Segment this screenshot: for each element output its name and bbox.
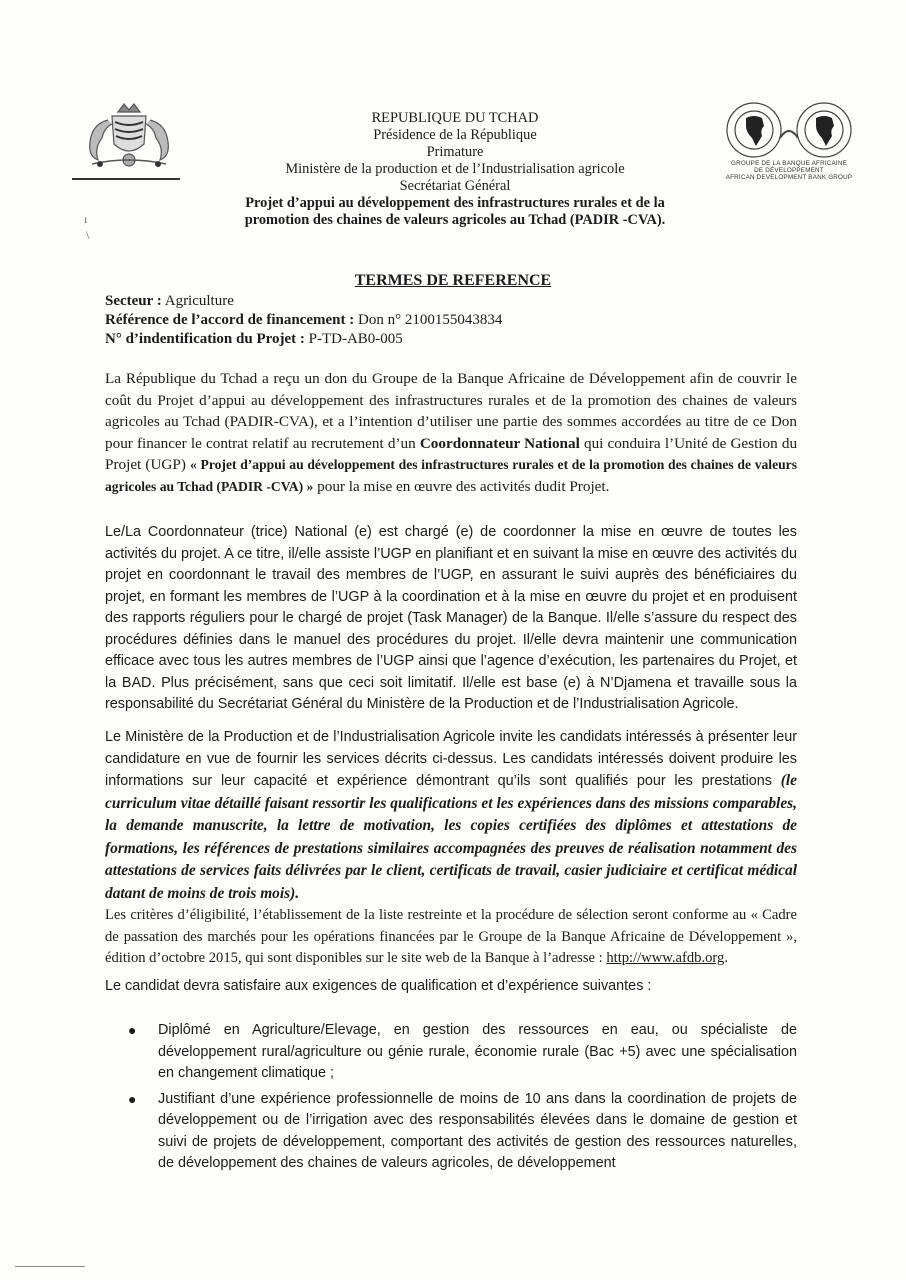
- bullet-icon: ●: [128, 1090, 137, 1107]
- invitation-required-docs: (le curriculum vitae détaillé faisant ressortir les qualifications et les expériences dans des missions comparables, la demande manuscrite, la lettre de motivation, les copies certifiées des diplômes et attestations de formations, les références de prestations similaires accompagnées des preuves de réalisation notamment des attestations de services faits délivrées par le client, certificats de travail, casier judiciaire et certificat médical datant de moins de trois mois).: [105, 772, 798, 902]
- paragraph-eligibility: [105, 905, 797, 970]
- meta-project-id-label: N° d’indentification du Projet :: [105, 331, 305, 347]
- header-primature: Primature: [426, 144, 484, 160]
- intro-text: La République du Tchad a reçu un don du Groupe de la Banque Africaine de Développement afin de couvrir le coût du Projet d’appui au développement des infrastructures rurales et de la promotion des chaines de valeurs agricoles au Tchad (PADIR-CVA), et a l’intention d’utiliser une partie des sommes accordées au titre de ce Don pour financer le contrat relatif au recrutement d’un: [105, 370, 797, 452]
- header-presidency: Présidence de la République: [373, 127, 537, 143]
- scan-mark: ı: [84, 212, 88, 226]
- list-item-text: Diplômé en Agriculture/Elevage, en gestion des ressources en eau, ou spécialiste de développement rural/agriculture ou génie rurale, économie rurale (Bac +5) avec une spécialisation en changement climatique ;: [158, 1022, 797, 1081]
- afdb-caption-line-1: GROUPE DE LA BANQUE AFRICAINE: [730, 160, 848, 167]
- paragraph-requirements-intro: Le candidat devra satisfaire aux exigences de qualification et d’expérience suivantes :: [105, 978, 652, 994]
- scan-edge-line: [15, 1266, 85, 1267]
- list-item: [125, 1020, 797, 1085]
- eligibility-text: Les critères d’éligibilité, l’établissement de la liste restreinte et la procédure de sélection seront conforme au « Cadre de passation des marchés pour les opérations financées par le Groupe de la Banque Africaine de Développement », édition d’octobre 2015, qui sont disponibles sur le site web de la Banque à l’adresse :: [105, 907, 797, 966]
- meta-sector-label: Secteur :: [105, 293, 162, 309]
- header-secretariat: Secrétariat Général: [399, 178, 511, 194]
- header-project-line-2: promotion des chaines de valeurs agricoles au Tchad (PADIR -CVA).: [244, 212, 666, 228]
- eligibility-end: .: [724, 950, 728, 966]
- requirements-list: [125, 1020, 797, 1175]
- meta-project-id: [105, 330, 502, 349]
- intro-end: pour la mise en œuvre des activités dudit Projet.: [317, 477, 610, 495]
- paragraph-invitation: [105, 727, 797, 905]
- list-item: [125, 1089, 797, 1175]
- afdb-website-link[interactable]: http://www.afdb.org: [606, 950, 725, 966]
- bullet-icon: ●: [128, 1022, 137, 1038]
- paragraph-intro: [105, 368, 797, 497]
- intro-project-name: « Projet d’appui au développement des infrastructures rurales et de la promotion des chaines de valeurs agricoles au Tchad (PADIR -CVA) »: [105, 457, 798, 494]
- list-item-text: Justifiant d’une expérience professionnelle de moins de 10 ans dans la coordination de projets de développement ou de l’irrigation avec des responsabilités élevées dans le domaine de gestion et suivi de projets de développement, comportant des activités de gestion des ressources naturelles, de développement des chaines de valeurs agricoles, de développement: [158, 1090, 797, 1171]
- intro-ugp: qui conduira l’Unité de Gestion du Projet (UGP): [105, 434, 798, 473]
- intro-position: Coordonnateur National: [419, 434, 580, 452]
- afdb-caption-line-3: AFRICAN DEVELOPMENT BANK GROUP: [725, 174, 853, 182]
- invitation-text: Le Ministère de la Production et de l’Industrialisation Agricole invite les candidats intéressés à présenter leur candidature en vue de fournir les services décrits ci-dessus. Les candidats intéressés doivent produire les informations sur leur capacité et expérience démontrant qu’ils sont qualifiés pour les prestations: [105, 729, 797, 789]
- afdb-caption-line-2: DE DÉVELOPPEMENT: [754, 167, 824, 175]
- header-project-line-1: Projet d’appui au développement des infrastructures rurales et de la: [245, 195, 665, 211]
- scan-mark: \: [86, 228, 90, 242]
- meta-sector-value: Agriculture: [164, 293, 234, 309]
- header-republic: REPUBLIQUE DU TCHAD: [371, 110, 539, 126]
- meta-sector: [105, 292, 502, 311]
- meta-financing-value: Don n° 2100155043834: [357, 312, 503, 328]
- paragraph-responsibilities: Le/La Coordonnateur (trice) National (e) est chargé (e) de coordonner la mise en œuvre de toutes les activités du projet. A ce titre, il/elle assiste l’UGP en planifiant et en suivant la mise en œuvre des activités du projet en coordonnant le travail des membres de l’UGP, en assurant le suivi auprès des bénéficiaires du projet, en formant les membres de l’UGP à la coordination et à la mise en œuvre du projet et en produisent des rapports réguliers pour le chargé de projet (Task Manager) de la Banque. Il/elle s’assure du respect des procédures définies dans le manuel des procédures du projet. Il/elle devra maintenir une communication efficace avec tous les autres membres de l’UGP ainsi que l’agence d’exécution, les partenaires du Projet, et la BAD. Plus précisément, sans que ceci soit limitatif. Il/elle est base (e) à N’Djamena et travaille sous la responsabilité du Secrétariat Général du Ministère de la Production et de l’Industrialisation Agricole.: [105, 524, 797, 712]
- meta-project-id-value: P-TD-AB0-005: [308, 331, 403, 347]
- document-header: [150, 110, 760, 229]
- project-meta: [105, 292, 502, 349]
- meta-financing-ref: [105, 311, 502, 330]
- page-title: TERMES DE REFERENCE: [354, 272, 552, 289]
- meta-financing-label: Référence de l’accord de financement :: [105, 312, 355, 328]
- header-ministry: Ministère de la production et de l’Industrialisation agricole: [285, 161, 625, 177]
